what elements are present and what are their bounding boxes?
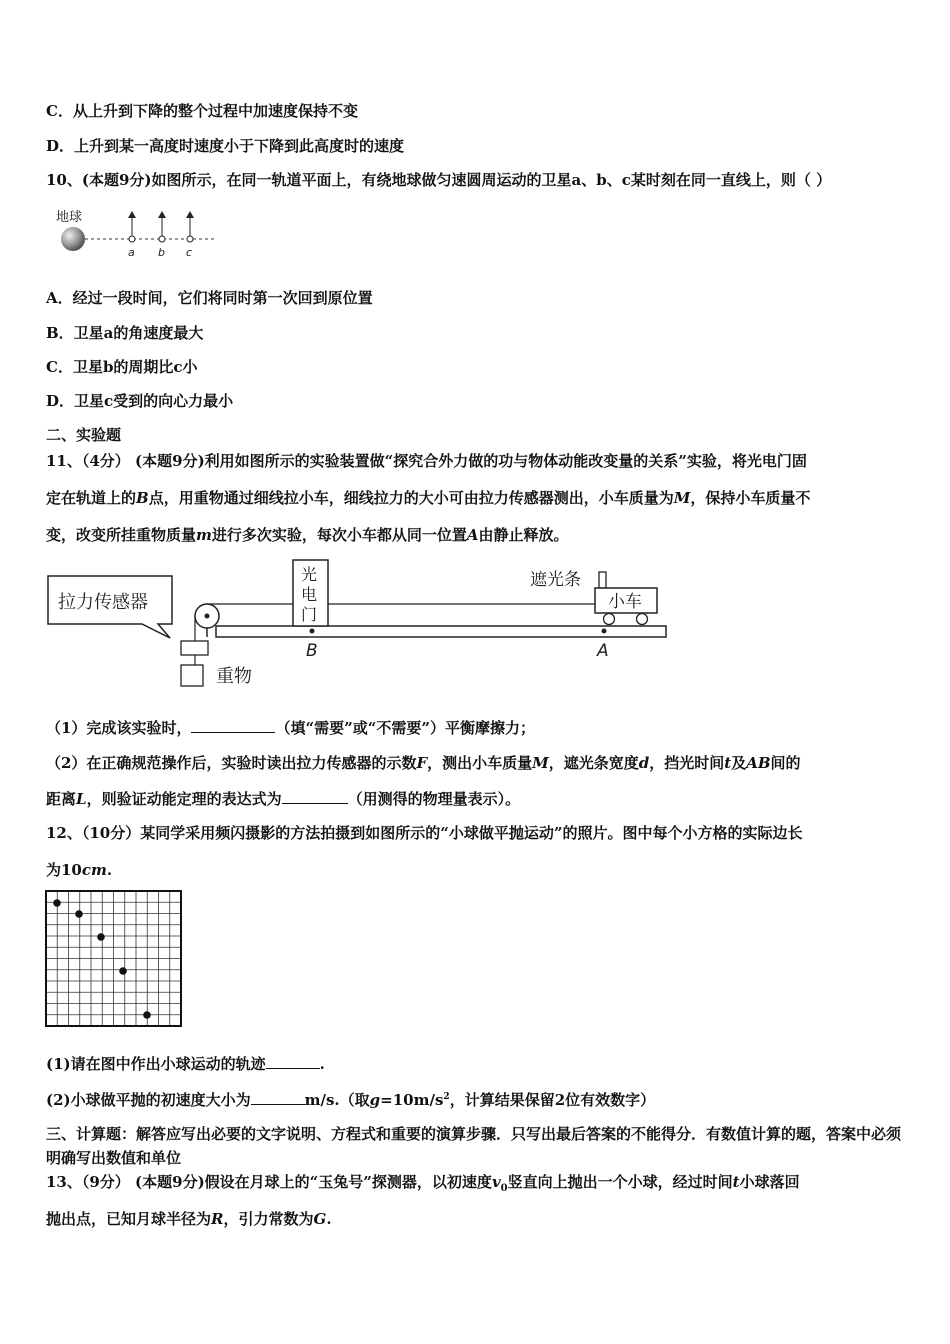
satellite-c	[186, 211, 194, 259]
q11-blank-1[interactable]	[191, 718, 275, 733]
q12-sub-1: (1)请在图中作出小球运动的轨迹 .	[46, 1055, 325, 1073]
satellite-b-label: b	[158, 246, 165, 259]
q10-orbit-figure	[52, 203, 227, 263]
ball-position-2	[75, 910, 83, 918]
q12-stem-line-1: 12、（10分）某同学采用频闪摄影的方法拍摄到如图所示的“小球做平抛运动”的照片。图中每个小方格的实际边长	[46, 824, 803, 842]
q12-blank-2[interactable]	[251, 1090, 305, 1105]
q12-stem-line-2: 为10cm.	[46, 861, 113, 879]
svg-text:光: 光	[301, 565, 318, 584]
ball-position-5	[143, 1011, 151, 1019]
q11-sub-2: （2）在正确规范操作后，实验时读出拉力传感器的示数F，测出小车质量M，遮光条宽度d，挡光时间t及AB间的	[46, 754, 801, 772]
svg-text:门: 门	[301, 605, 318, 624]
point-a-dot	[602, 629, 607, 634]
q10-stem: 10、(本题9分)如图所示，在同一轨道平面上，有绕地球做匀速圆周运动的卫星a、b、c某时刻在同一直线上，则（ ）	[46, 171, 832, 189]
q11-sub-2-cont: 距离L，则验证动能定理的表达式为 （用测得的物理量表示）。	[46, 790, 521, 808]
photogate	[293, 560, 328, 626]
section-3-instructions: 三、计算题：解答应写出必要的文字说明、方程式和重要的演算步骤．只写出最后答案的不能得分．有数值计算的题，答案中必须明确写出数值和单位	[46, 1125, 902, 1167]
q11-apparatus-figure	[44, 558, 674, 693]
svg-text:电: 电	[301, 585, 318, 604]
q13-stem-line-2: 抛出点，已知月球半径为R，引力常数为G.	[46, 1210, 332, 1228]
satellite-c-label: c	[186, 246, 193, 259]
ball-position-1	[53, 899, 61, 907]
grid-lines	[46, 891, 181, 1026]
point-a-label: A	[597, 641, 609, 661]
q11-stem-line-1: 11、（4分） (本题9分)利用如图所示的实验装置做“探究合外力做的功与物体动能改变量的关系”实验，将光电门固	[46, 452, 807, 470]
q10-option-b: B．卫星a的角速度最大	[46, 324, 204, 342]
section-2-title: 二、实验题	[46, 426, 122, 444]
q11-stem-line-2: 定在轨道上的B点，用重物通过细线拉小车，细线拉力的大小可由拉力传感器测出，小车质量为M，保持小车质量不	[46, 489, 811, 507]
satellite-b	[158, 211, 166, 259]
weight-block	[181, 665, 203, 686]
q11-blank-2[interactable]	[282, 789, 348, 804]
weight-label: 重物	[216, 666, 252, 687]
q9-option-d: D．上升到某一高度时速度小于下降到此高度时的速度	[46, 137, 405, 155]
q11-stem-line-3: 变，改变所挂重物质量m进行多次实验，每次小车都从同一位置A由静止释放。	[46, 526, 569, 544]
earth	[61, 227, 85, 251]
q11-sub-1: （1）完成该实验时， （填“需要”或“不需要”）平衡摩擦力；	[46, 719, 535, 737]
q12-sub-2: (2)小球做平抛的初速度大小为 m/s.（取$g=10m/s^2$，计算结果保留2位有效数字）	[46, 1091, 656, 1109]
satellite-a	[128, 211, 136, 259]
cart-label: 小车	[608, 592, 642, 612]
q13-stem-line-1: 13、（9分） (本题9分)假设在月球上的“玉兔号”探测器，以初速度$v_0$竖直向上抛出一个小球，经过时间t小球落回	[46, 1173, 800, 1194]
shade-strip-label: 遮光条	[530, 570, 581, 590]
point-b-label: B	[306, 641, 318, 661]
satellite-a-label: a	[128, 246, 135, 259]
force-sensor-block	[181, 641, 208, 655]
sensor-label: 拉力传感器	[58, 592, 148, 613]
point-b-dot	[310, 629, 315, 634]
q12-grid-figure	[45, 890, 185, 1030]
track	[216, 626, 666, 637]
q9-option-c: C．从上升到下降的整个过程中加速度保持不变	[46, 102, 358, 120]
ball-position-4	[119, 967, 127, 975]
q12-blank-1[interactable]	[266, 1054, 320, 1069]
q10-option-d: D．卫星c受到的向心力最小	[46, 392, 234, 410]
q10-option-c: C．卫星b的周期比c小	[46, 358, 198, 376]
q10-option-a: A．经过一段时间，它们将同时第一次回到原位置	[46, 289, 373, 307]
ball-position-3	[97, 933, 105, 941]
earth-label: 地球	[56, 210, 83, 225]
cart	[595, 588, 657, 625]
shade-strip	[599, 572, 606, 588]
sensor-callout	[48, 576, 172, 638]
